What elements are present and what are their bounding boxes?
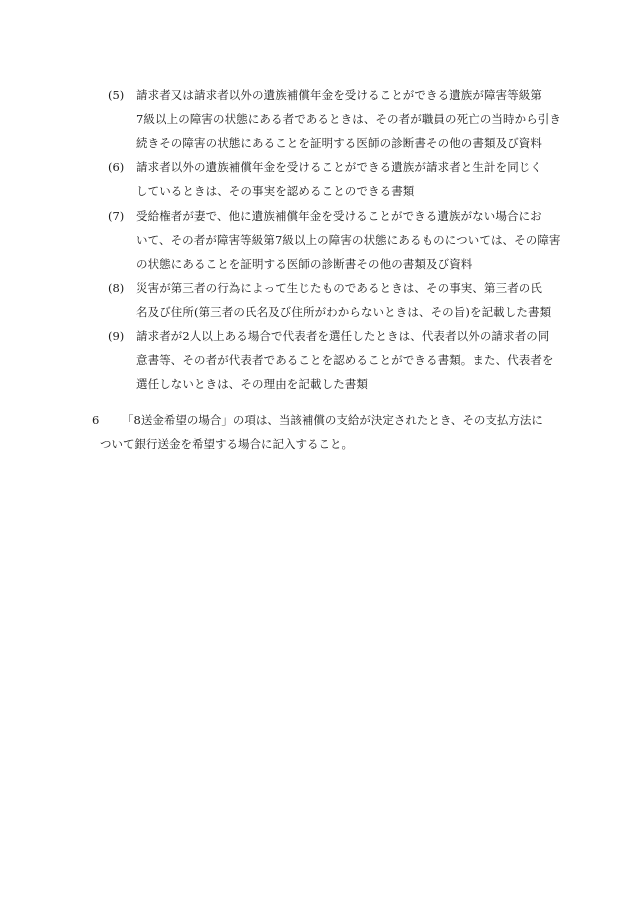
list-item-5 <box>108 83 562 155</box>
item-line: 受給権者が妻で、他に遺族補償年金を受けることができる遺族がない場合にお <box>136 209 542 223</box>
item-number: (7) <box>108 209 125 223</box>
list-item-7 <box>108 204 561 276</box>
item-text <box>136 324 554 396</box>
section-6 <box>92 408 552 456</box>
section-line: ついて銀行送金を希望する場合に記入すること。 <box>100 437 353 451</box>
item-line: 7級以上の障害の状態にある者であるときは、その者が職員の死亡の当時から引き <box>136 112 562 126</box>
item-line: 選任しないときは、その理由を記載した書類 <box>136 377 368 391</box>
item-text <box>136 204 561 276</box>
list-item-8 <box>108 276 550 324</box>
item-line: 請求者が2人以上ある場合で代表者を選任したときは、代表者以外の請求者の同 <box>136 329 550 343</box>
item-line: 意書等、その者が代表者であることを認めることができる書類。また、代表者を <box>136 353 554 367</box>
item-line: の状態にあることを証明する医師の診断書その他の書類及び資料 <box>136 257 473 271</box>
item-line: 続きその障害の状態にあることを証明する医師の診断書その他の書類及び資料 <box>136 136 542 150</box>
item-line: 名及び住所(第三者の氏名及び住所がわからないときは、その旨)を記載した書類 <box>136 305 552 319</box>
item-line: いて、その者が障害等級第7級以上の障害の状態にあるものについては、その障害 <box>136 233 561 247</box>
section-number: 6 <box>92 413 100 427</box>
section-line: 「8送金希望の場合」の項は、当該補償の支給が決定されたとき、その支払方法に <box>122 413 543 427</box>
item-line: 請求者又は請求者以外の遺族補償年金を受けることができる遺族が障害等級第 <box>136 88 542 102</box>
item-text <box>136 276 550 324</box>
item-line: 災害が第三者の行為によって生じたものであるときは、その事実、第三者の氏 <box>136 281 542 295</box>
item-line: 請求者以外の遺族補償年金を受けることができる遺族が請求者と生計を同じく <box>136 160 542 174</box>
item-number: (5) <box>108 88 125 102</box>
list-item-9 <box>108 324 554 396</box>
item-text <box>136 83 562 155</box>
item-number: (8) <box>108 281 125 295</box>
item-number: (6) <box>108 160 125 174</box>
item-line: しているときは、その事実を認めることのできる書類 <box>136 184 415 198</box>
item-number: (9) <box>108 329 125 343</box>
item-text <box>136 155 550 203</box>
list-item-6 <box>108 155 550 203</box>
